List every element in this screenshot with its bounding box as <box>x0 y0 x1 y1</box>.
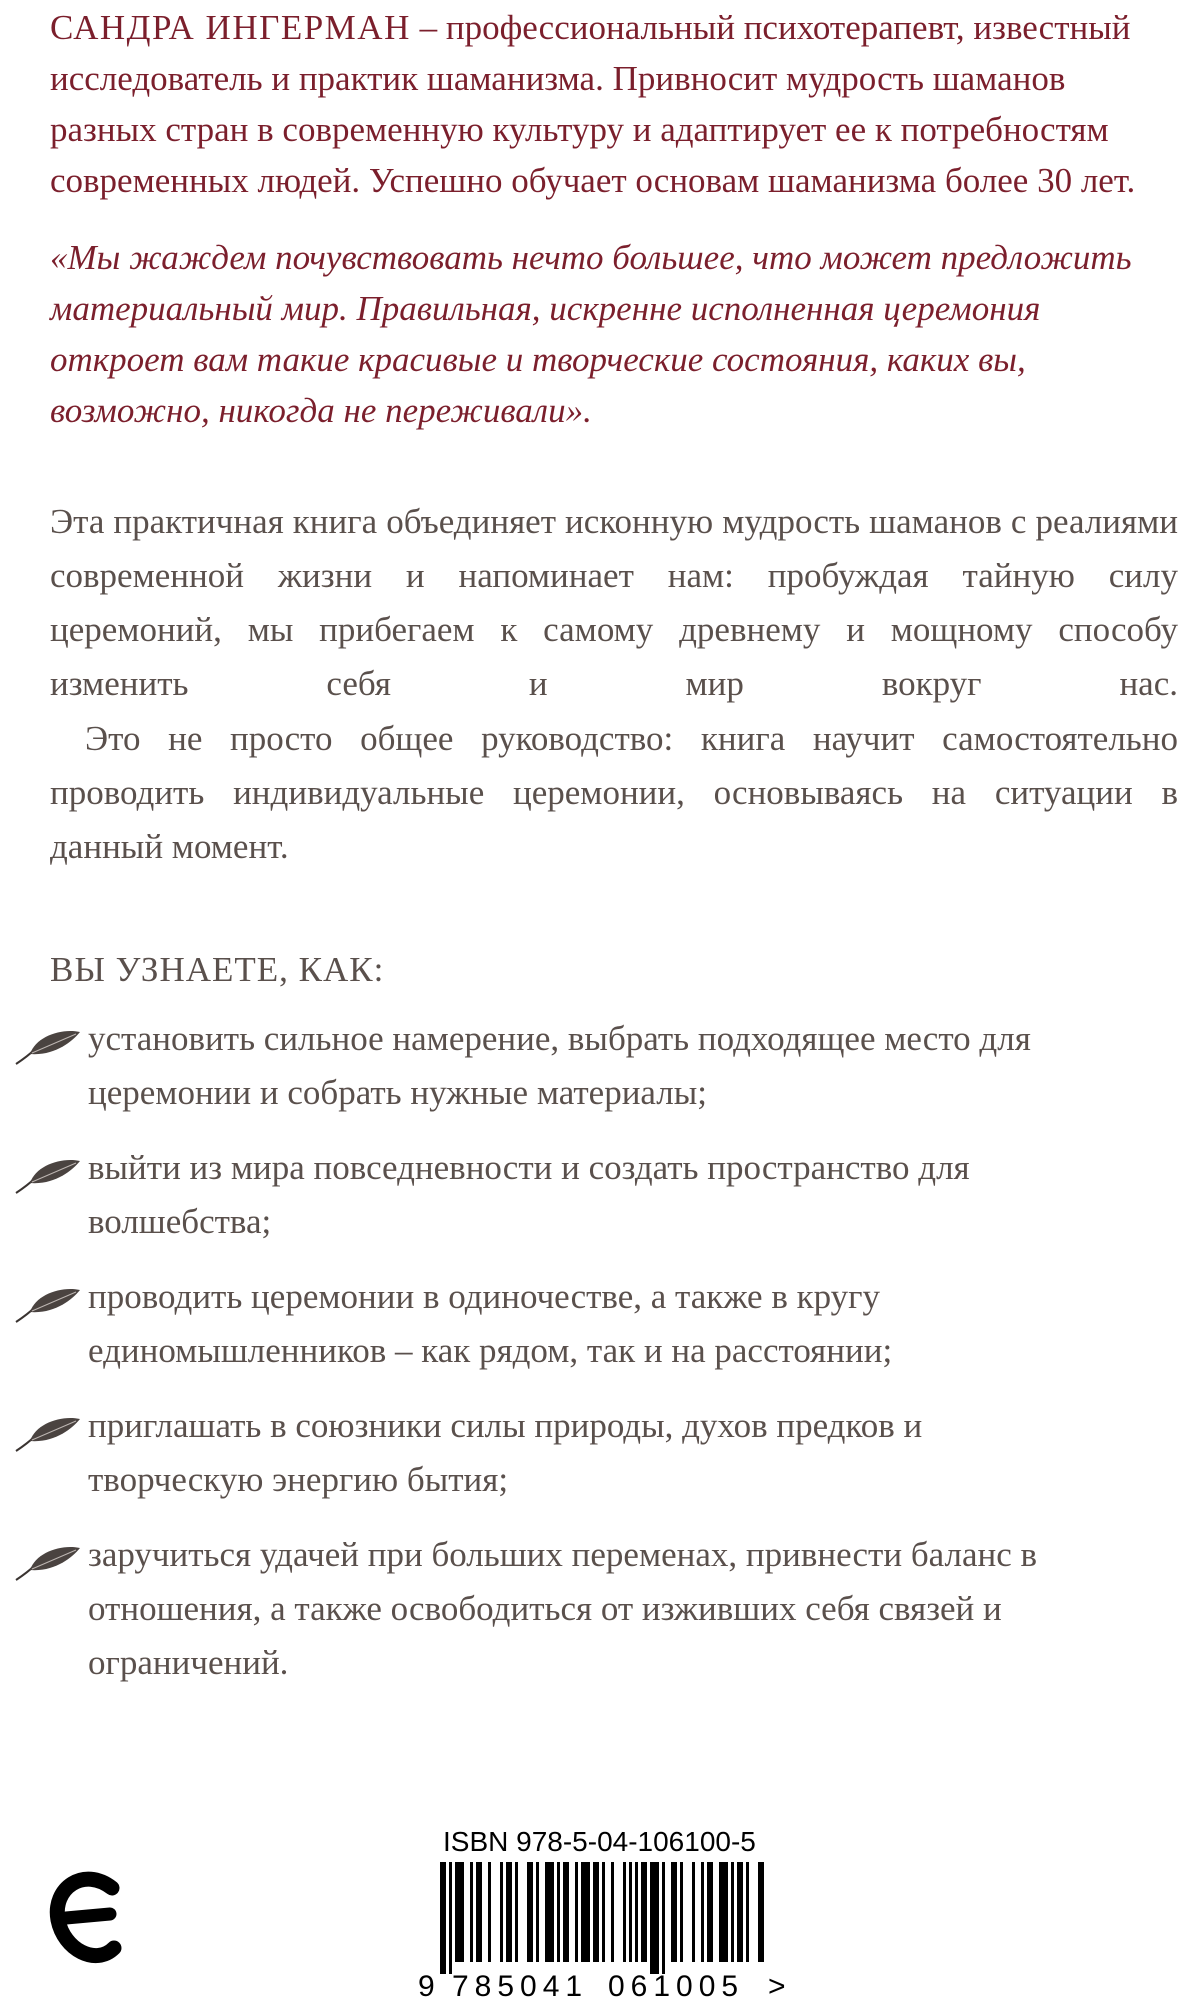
barcode-bar <box>593 1862 599 1962</box>
barcode-bar <box>515 1862 518 1962</box>
barcode-digit-first: 9 <box>418 1970 435 2000</box>
description-paragraph-1: Эта практичная книга объединяет исконную мудрость шаманов с реалиями современной жизни и напоминает нам: пробуждая тайную силу церемоний, мы прибегаем к самому древнему и мощному способу изменить себя и мир вокруг нас. <box>50 502 1178 703</box>
barcode-bar <box>635 1862 638 1962</box>
list-item <box>0 1270 1068 1378</box>
feather-icon <box>14 1026 82 1066</box>
list-item-text: выйти из мира повседневности и создать пространство для волшебства; <box>88 1148 970 1241</box>
barcode-bar <box>449 1862 452 1974</box>
isbn-label: ISBN 978-5-04-106100-5 <box>443 1826 756 1857</box>
feather-icon <box>14 1284 82 1324</box>
eksmo-logo <box>44 1858 122 1978</box>
barcode-bar <box>719 1862 728 1962</box>
barcode-bar <box>746 1862 749 1962</box>
barcode-bar <box>680 1862 683 1962</box>
barcode-bar <box>641 1862 647 1962</box>
barcode-bar <box>440 1862 446 1974</box>
barcode-bar <box>575 1862 578 1962</box>
list-item-text: заручиться удачей при больших переменах, привнести баланс в отношения, а также освободиться от изживших себя связей и ограничений. <box>88 1535 1038 1682</box>
barcode-bar <box>662 1862 665 1974</box>
list-item <box>0 1141 1068 1249</box>
feather-icon <box>14 1155 82 1195</box>
barcode <box>416 1862 796 2000</box>
barcode-bar <box>563 1862 569 1962</box>
description-paragraph-2: Это не просто общее руководство: книга научит самостоятельно проводить индивидуальные церемонии, основываясь на ситуации в данный момент. <box>50 719 1178 866</box>
list-item <box>0 1399 1068 1507</box>
barcode-bar <box>758 1862 764 1962</box>
barcode-bar <box>455 1862 464 1962</box>
barcode-digits-right: 061005 <box>608 1970 745 2000</box>
barcode-bar <box>500 1862 503 1962</box>
barcode-bar <box>623 1862 626 1962</box>
feather-icon <box>14 1413 82 1453</box>
barcode-bar <box>629 1862 632 1962</box>
barcode-bar <box>545 1862 554 1962</box>
barcode-bar <box>731 1862 734 1962</box>
feather-icon <box>14 1542 82 1582</box>
author-quote: «Мы жаждем почувствовать нечто большее, что может предложить материальный мир. Правильная, искренне исполненная церемония откроет вам такие красивые и творческие состояния, каких вы, возможно, никогда не переживали». <box>50 238 1132 430</box>
author-name: САНДРА ИНГЕРМАН <box>50 8 411 47</box>
barcode-bar <box>557 1862 560 1962</box>
barcode-bar <box>692 1862 695 1962</box>
barcode-bar <box>506 1862 512 1962</box>
author-bio <box>50 2 1180 206</box>
barcode-bar <box>581 1862 590 1962</box>
barcode-bar <box>470 1862 473 1962</box>
learn-list <box>0 1012 1190 1711</box>
list-item-text: приглашать в союзники силы природы, духов предков и творческую энергию бытия; <box>88 1406 923 1499</box>
barcode-digits-left: 785041 <box>452 1970 589 2000</box>
list-item-text: установить сильное намерение, выбрать подходящее место для церемонии и собрать нужные материалы; <box>88 1019 1031 1112</box>
barcode-bar <box>707 1862 713 1962</box>
barcode-bar <box>527 1862 533 1962</box>
barcode-bar <box>671 1862 677 1962</box>
barcode-bar <box>737 1862 743 1962</box>
list-item <box>0 1012 1068 1120</box>
barcode-bar <box>650 1862 659 1974</box>
list-item-text: проводить церемонии в одиночестве, а также в кругу единомышленников – как рядом, так и на расстоянии; <box>88 1277 893 1370</box>
learn-heading: ВЫ УЗНАЕТЕ, КАК: <box>50 950 385 989</box>
barcode-bar <box>701 1862 704 1962</box>
barcode-bar <box>488 1862 491 1962</box>
barcode-bar <box>536 1862 539 1962</box>
barcode-bar <box>476 1862 482 1962</box>
barcode-arrow: > <box>768 1970 786 2000</box>
barcode-bar <box>611 1862 614 1962</box>
list-item <box>0 1528 1068 1690</box>
author-bio-text: – профессиональный психотерапевт, известный исследователь и практик шаманизма. Привносит мудрость шаманов разных стран в современную культуру и адаптирует ее к потребностям современных людей. Успешно обучает основам шаманизма более 30 лет. <box>50 8 1136 200</box>
barcode-bar <box>602 1862 605 1962</box>
